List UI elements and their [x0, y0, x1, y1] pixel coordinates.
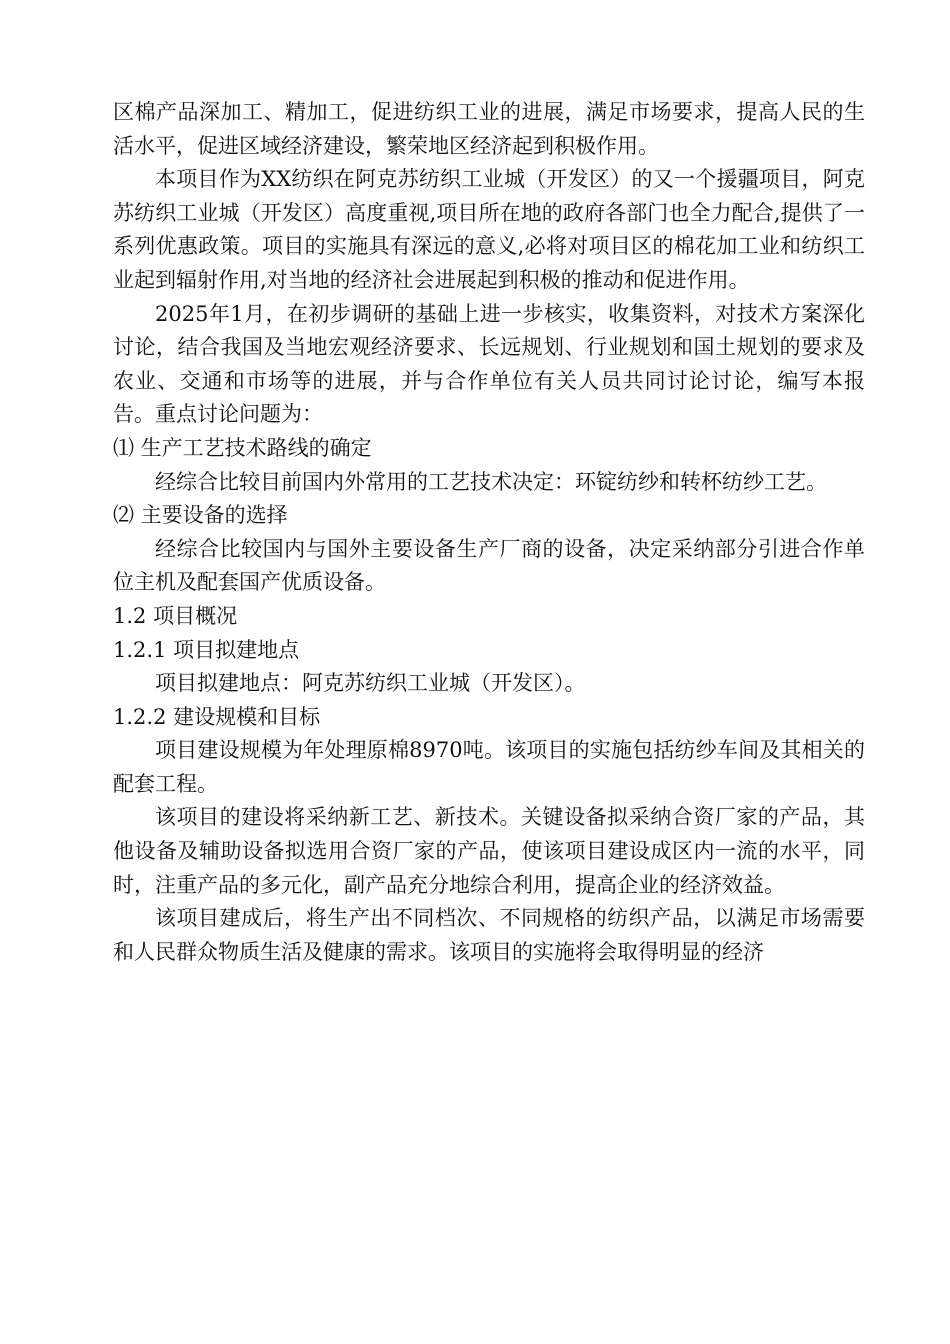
section-heading-overview: 1.2 项目概况: [113, 603, 238, 628]
paragraph-equipment-decision: 经综合比较国内与国外主要设备生产厂商的设备，决定采纳部分引进合作单位主机及配套国产优质设备。: [113, 536, 865, 595]
paragraph-outcome: 该项目建成后，将生产出不同档次、不同规格的纺织产品，以满足市场需要和人民群众物质生活及健康的需求。该项目的实施将会取得明显的经济: [113, 906, 865, 964]
list-item-equipment-selection: ⑵ 主要设备的选择: [113, 503, 288, 528]
subsection-heading-scale: 1.2.2 建设规模和目标: [113, 704, 321, 729]
paragraph-project-background: 本项目作为XX纺织在阿克苏纺织工业城（开发区）的又一个援疆项目，阿克苏纺织工业城（开发区）高度重视,项目所在地的政府各部门也全力配合,提供了一系列优惠政策。项目的实施具有深远的意义,必将对项目区的棉花加工业和纺织工业起到辐射作用,对当地的经济社会进展起到积极的推动和促进作用。: [113, 167, 865, 292]
document-body: [113, 96, 865, 969]
paragraph-technology: 该项目的建设将采纳新工艺、新技术。关键设备拟采纳合资厂家的产品，其他设备及辅助设备拟选用合资厂家的产品，使该项目建设成区内一流的水平，同时，注重产品的多元化，副产品充分地综合利用，提高企业的经济效益。: [113, 805, 865, 897]
paragraph-location: 项目拟建地点：阿克苏纺织工业城（开发区）。: [155, 671, 586, 696]
list-item-process-route: ⑴ 生产工艺技术路线的确定: [113, 435, 372, 460]
paragraph-process-decision: 经综合比较目前国内外常用的工艺技术决定：环锭纺纱和转杯纺纱工艺。: [155, 469, 827, 494]
paragraph-continuation: 区棉产品深加工、精加工，促进纺织工业的进展，满足市场要求，提高人民的生活水平，促进区域经济建设，繁荣地区经济起到积极作用。: [113, 100, 865, 158]
subsection-heading-location: 1.2.1 项目拟建地点: [113, 637, 300, 662]
paragraph-research-summary: 2025年1月，在初步调研的基础上进一步核实，收集资料，对技术方案深化讨论，结合我国及当地宏观经济要求、长远规划、行业规划和国土规划的要求及农业、交通和市场等的进展，并与合作单位有关人员共同讨论讨论，编写本报告。重点讨论问题为：: [113, 301, 865, 427]
paragraph-scale: 项目建设规模为年处理原棉8970吨。该项目的实施包括纺纱车间及其相关的配套工程。: [113, 738, 865, 796]
